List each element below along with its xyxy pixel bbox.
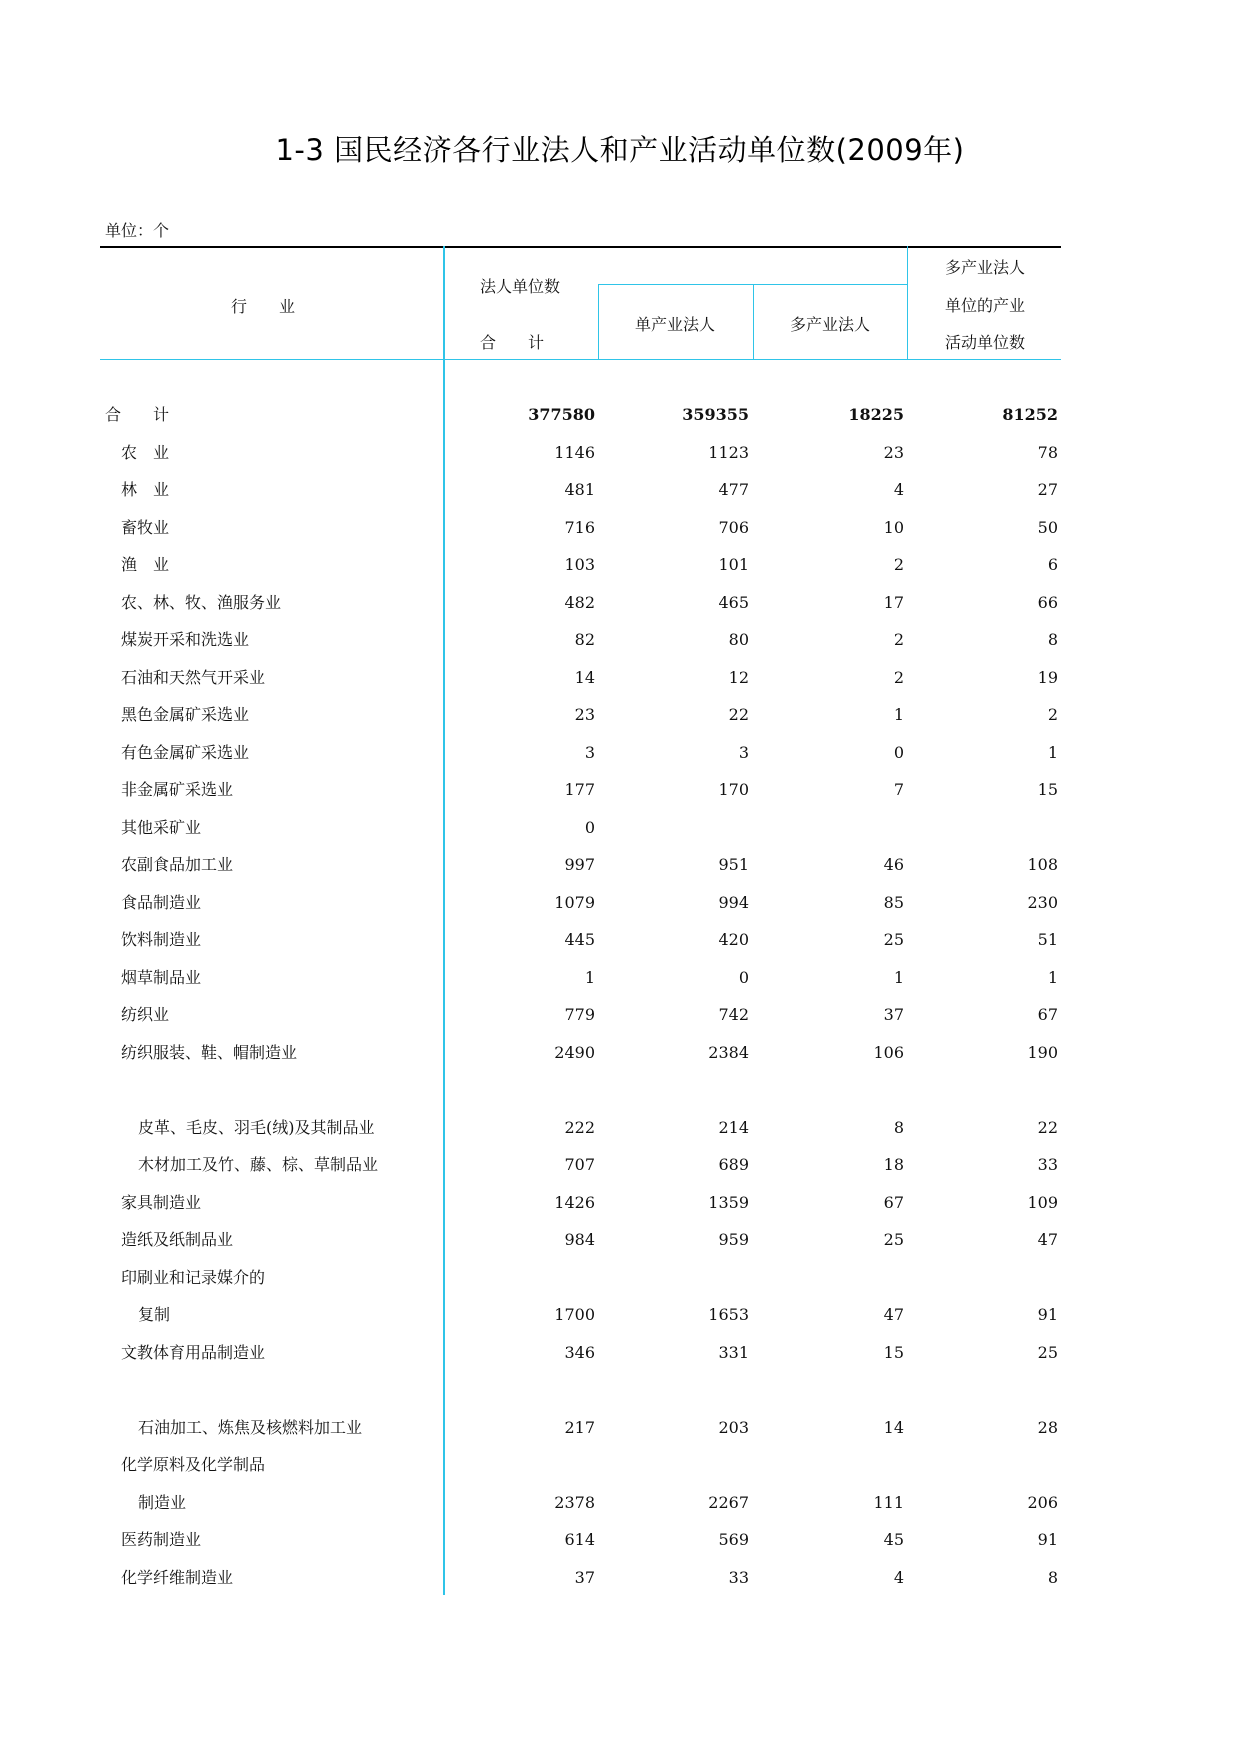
table-row [0, 1563, 1240, 1593]
table-row [0, 1038, 1240, 1068]
row-label: 皮革、毛皮、羽毛(绒)及其制品业 [138, 1117, 375, 1137]
row-value-4: 25 [1037, 1342, 1058, 1362]
row-value-2: 742 [718, 1005, 749, 1024]
row-label: 黑色金属矿采选业 [121, 705, 250, 724]
row-label: 制造业 [138, 1492, 187, 1512]
row-value-4: 91 [1037, 1530, 1058, 1549]
row-value-1: 222 [564, 1117, 595, 1137]
row-value-4: 22 [1037, 1117, 1058, 1137]
row-value-2: 994 [718, 892, 749, 912]
row-label: 渔 业 [121, 555, 170, 574]
row-value-2: 170 [718, 780, 749, 799]
row-value-2: 22 [728, 705, 749, 724]
row-value-2: 3 [738, 742, 749, 762]
row-label: 饮料制造业 [121, 930, 202, 949]
row-value-1: 1146 [554, 442, 595, 462]
row-value-4: 27 [1037, 480, 1058, 499]
header-legal-units: 法人单位数 [480, 277, 561, 296]
row-value-4: 190 [1027, 1042, 1058, 1062]
row-label: 石油和天然气开采业 [121, 667, 266, 687]
row-value-3: 45 [883, 1530, 904, 1549]
row-value-3: 1 [893, 705, 904, 724]
row-value-1: 103 [564, 555, 595, 574]
table-row [0, 888, 1240, 918]
header-single-industry: 单产业法人 [635, 315, 716, 334]
row-value-1: 997 [564, 855, 595, 874]
header-legal-total: 合 计 [480, 333, 545, 352]
header-industry: 行 业 [231, 297, 296, 316]
header-multi-activity-1: 多产业法人 [945, 258, 1026, 277]
table-row [0, 775, 1240, 805]
row-value-3: 23 [883, 442, 904, 462]
row-value-1: 482 [564, 592, 595, 612]
table-row [0, 1225, 1240, 1255]
row-value-3: 7 [893, 780, 904, 799]
row-value-1: 23 [574, 705, 595, 724]
row-value-2: 1653 [708, 1305, 749, 1324]
row-value-2: 2384 [708, 1042, 749, 1062]
row-value-4: 33 [1037, 1155, 1058, 1174]
row-value-1: 1700 [554, 1305, 595, 1324]
row-value-4: 51 [1037, 930, 1058, 949]
unit-label: 单位：个 [105, 221, 170, 240]
row-value-3: 18225 [848, 405, 904, 424]
row-value-3: 25 [883, 930, 904, 949]
row-value-1: 82 [574, 630, 595, 649]
row-value-3: 67 [883, 1192, 904, 1212]
row-value-3: 10 [883, 517, 904, 537]
row-value-3: 46 [883, 855, 904, 874]
table-row [0, 1188, 1240, 1218]
table-row [0, 475, 1240, 505]
table-row [0, 1000, 1240, 1030]
header-multi-activity-2: 单位的产业 [945, 296, 1026, 315]
row-value-4: 19 [1037, 667, 1058, 687]
row-label: 其他采矿业 [121, 817, 202, 837]
row-value-4: 8 [1047, 630, 1058, 649]
row-value-2: 331 [718, 1342, 749, 1362]
table-spacer-row [0, 1075, 1240, 1105]
row-value-1: 1426 [554, 1192, 595, 1212]
row-label: 林 业 [121, 480, 170, 499]
row-value-4: 91 [1037, 1305, 1058, 1324]
row-value-3: 0 [893, 742, 904, 762]
row-value-1: 3 [584, 742, 595, 762]
row-label: 纺织业 [121, 1005, 170, 1024]
row-value-1: 37 [574, 1567, 595, 1587]
table-row [0, 813, 1240, 843]
table-row [0, 513, 1240, 543]
row-value-4: 47 [1037, 1230, 1058, 1249]
row-value-1: 0 [584, 817, 595, 837]
table-row [0, 438, 1240, 468]
row-value-2: 1359 [708, 1192, 749, 1212]
row-value-4: 230 [1027, 892, 1058, 912]
row-label: 农副食品加工业 [121, 855, 234, 874]
row-value-2: 569 [718, 1530, 749, 1549]
row-label: 印刷业和记录媒介的 [121, 1267, 266, 1287]
row-value-3: 2 [893, 555, 904, 574]
row-value-1: 1 [584, 967, 595, 987]
row-value-1: 614 [564, 1530, 595, 1549]
table-row [0, 625, 1240, 655]
row-value-4: 109 [1027, 1192, 1058, 1212]
table-row [0, 700, 1240, 730]
row-value-2: 359355 [682, 405, 749, 424]
row-value-3: 85 [883, 892, 904, 912]
row-value-3: 18 [883, 1155, 904, 1174]
row-value-2: 203 [718, 1417, 749, 1437]
table-row [0, 400, 1240, 430]
row-value-2: 465 [718, 592, 749, 612]
table-row [0, 588, 1240, 618]
row-label: 煤炭开采和洗选业 [121, 630, 250, 649]
row-label: 家具制造业 [121, 1192, 202, 1212]
row-label: 木材加工及竹、藤、棕、草制品业 [138, 1155, 379, 1174]
row-value-3: 111 [873, 1492, 904, 1512]
row-label: 烟草制品业 [121, 967, 202, 987]
row-value-1: 217 [564, 1417, 595, 1437]
table-row [0, 1338, 1240, 1368]
row-value-1: 779 [564, 1005, 595, 1024]
row-label: 化学原料及化学制品 [121, 1455, 266, 1474]
row-value-1: 346 [564, 1342, 595, 1362]
row-value-4: 8 [1047, 1567, 1058, 1587]
row-value-1: 177 [564, 780, 595, 799]
row-value-1: 716 [564, 517, 595, 537]
table-row [0, 1450, 1240, 1480]
row-value-3: 2 [893, 630, 904, 649]
row-label: 复制 [138, 1305, 171, 1324]
table-row [0, 1525, 1240, 1555]
row-value-2: 80 [728, 630, 749, 649]
row-value-4: 81252 [1002, 405, 1058, 424]
row-label: 农 业 [121, 442, 170, 462]
row-value-2: 689 [718, 1155, 749, 1174]
row-value-4: 28 [1037, 1417, 1058, 1437]
row-value-2: 477 [718, 480, 749, 499]
table-row [0, 1488, 1240, 1518]
row-value-3: 2 [893, 667, 904, 687]
row-value-3: 47 [883, 1305, 904, 1324]
row-label: 医药制造业 [121, 1530, 202, 1549]
row-label: 合 计 [105, 405, 170, 424]
row-value-3: 17 [883, 592, 904, 612]
row-value-3: 106 [873, 1042, 904, 1062]
row-label: 非金属矿采选业 [121, 780, 234, 799]
row-value-1: 481 [564, 480, 595, 499]
row-value-3: 14 [883, 1417, 904, 1437]
row-value-3: 8 [893, 1117, 904, 1137]
row-label: 造纸及纸制品业 [121, 1230, 234, 1249]
row-value-2: 12 [728, 667, 749, 687]
row-value-1: 707 [564, 1155, 595, 1174]
row-value-1: 14 [574, 667, 595, 687]
row-value-2: 214 [718, 1117, 749, 1137]
row-value-2: 1123 [708, 442, 749, 462]
row-label: 农、林、牧、渔服务业 [121, 592, 282, 612]
row-value-3: 25 [883, 1230, 904, 1249]
table-row [0, 663, 1240, 693]
row-value-3: 1 [893, 967, 904, 987]
table-row [0, 1113, 1240, 1143]
row-value-2: 420 [718, 930, 749, 949]
row-value-2: 959 [718, 1230, 749, 1249]
row-value-4: 2 [1047, 705, 1058, 724]
row-value-2: 951 [718, 855, 749, 874]
row-value-3: 4 [893, 480, 904, 499]
row-value-4: 67 [1037, 1005, 1058, 1024]
row-label: 纺织服装、鞋、帽制造业 [121, 1042, 298, 1062]
row-label: 畜牧业 [121, 517, 170, 537]
table-row [0, 1300, 1240, 1330]
table-row [0, 550, 1240, 580]
header-multi-activity-3: 活动单位数 [945, 333, 1026, 352]
row-value-4: 6 [1047, 555, 1058, 574]
row-value-1: 2490 [554, 1042, 595, 1062]
row-value-4: 15 [1037, 780, 1058, 799]
table-row [0, 850, 1240, 880]
row-value-4: 78 [1037, 442, 1058, 462]
row-value-1: 377580 [528, 405, 595, 424]
row-value-1: 1079 [554, 892, 595, 912]
row-value-2: 2267 [708, 1492, 749, 1512]
table-row [0, 1263, 1240, 1293]
row-value-3: 15 [883, 1342, 904, 1362]
row-value-1: 445 [564, 930, 595, 949]
row-label: 有色金属矿采选业 [121, 742, 250, 762]
row-value-2: 0 [738, 967, 749, 987]
row-value-2: 706 [718, 517, 749, 537]
row-value-1: 2378 [554, 1492, 595, 1512]
row-value-4: 66 [1037, 592, 1058, 612]
row-value-3: 37 [883, 1005, 904, 1024]
table-spacer-row [0, 1375, 1240, 1405]
table-row [0, 1150, 1240, 1180]
row-value-3: 4 [893, 1567, 904, 1587]
row-value-4: 108 [1027, 855, 1058, 874]
row-value-2: 33 [728, 1567, 749, 1587]
table-row [0, 1413, 1240, 1443]
row-label: 石油加工、炼焦及核燃料加工业 [138, 1417, 363, 1437]
row-value-1: 984 [564, 1230, 595, 1249]
table-row [0, 738, 1240, 768]
row-value-4: 1 [1047, 967, 1058, 987]
table-row [0, 925, 1240, 955]
page-title: 1-3 国民经济各行业法人和产业活动单位数(2009年) [275, 133, 965, 167]
row-value-4: 50 [1037, 517, 1058, 537]
table-row [0, 963, 1240, 993]
header-multi-industry: 多产业法人 [790, 315, 871, 334]
row-value-4: 1 [1047, 742, 1058, 762]
row-value-2: 101 [718, 555, 749, 574]
row-label: 化学纤维制造业 [121, 1567, 234, 1587]
row-label: 食品制造业 [121, 892, 202, 912]
row-value-4: 206 [1027, 1492, 1058, 1512]
row-label: 文教体育用品制造业 [121, 1342, 266, 1362]
